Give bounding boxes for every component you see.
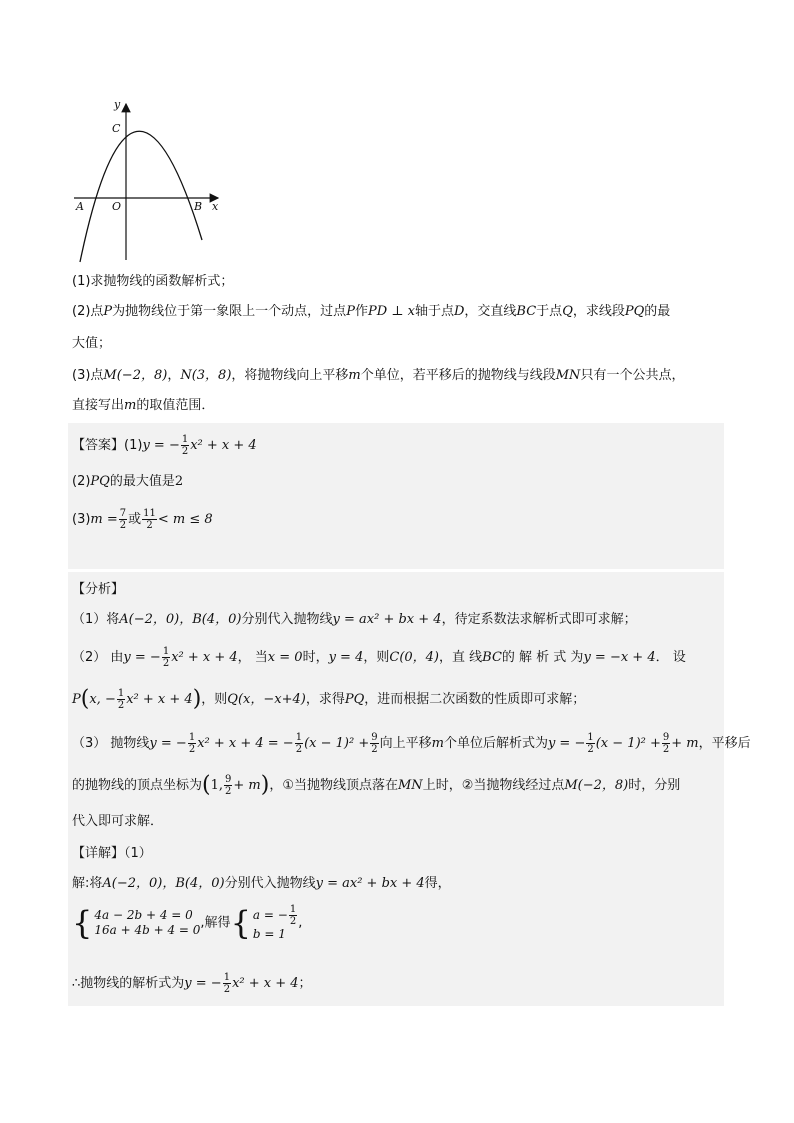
q3-part: 只有一个公共点， — [580, 368, 685, 383]
analysis-part: 分别代入抛物线 — [241, 612, 333, 627]
detail-system — [72, 904, 302, 942]
solution-row: b = 1 — [252, 927, 286, 941]
fraction — [142, 508, 157, 531]
analysis-part: y = 4 — [328, 650, 364, 665]
detail-label-num: （1） — [124, 846, 152, 861]
analysis-part: ，待定系数法求解析式即可求解； — [441, 612, 637, 627]
analysis-part: 向上平移 — [379, 736, 432, 751]
den: 2 — [587, 744, 594, 755]
q2-part: PD ⊥ x — [367, 304, 415, 319]
q3-part: 的取值范围． — [136, 398, 215, 413]
num: 1 — [181, 434, 189, 445]
analysis-part: Q(x，−x+4) — [227, 692, 306, 707]
paren-right: ) — [192, 686, 202, 712]
analysis-part: + m — [233, 778, 261, 793]
q2-part: 于点 — [536, 304, 563, 319]
q3-part: 直接写出 — [72, 398, 125, 413]
num: 9 — [371, 732, 378, 743]
analysis-1 — [72, 610, 637, 630]
analysis-part: y = − — [149, 736, 187, 751]
solution-text: a = − — [252, 908, 288, 922]
analysis-part: + m — [671, 736, 699, 751]
q2-part: (2)点 — [72, 304, 104, 319]
q2-part: D — [453, 304, 465, 319]
q1-text: (1)求抛物线的函数解析式； — [72, 274, 234, 289]
detail-part: A(−2，0)，B(4，0) — [102, 876, 225, 891]
analysis-part: ，求得 — [305, 692, 345, 707]
q3-part: ，将抛物线向上平移 — [231, 368, 349, 383]
analysis-part: y = ax² + bx + 4 — [332, 612, 442, 627]
analysis-part: x² + x + 4 — [171, 650, 238, 665]
q3-part: MN — [555, 368, 581, 383]
den: 2 — [146, 520, 153, 531]
fraction — [188, 732, 196, 755]
answer-part: x² + x + 4 — [190, 438, 257, 453]
label-o: O — [112, 200, 122, 213]
label-c: C — [112, 122, 121, 135]
answer-3 — [72, 508, 213, 531]
q2-part: ，求线段 — [572, 304, 625, 319]
fraction — [223, 972, 231, 995]
answer-part: (2) — [72, 474, 91, 489]
detail-part: x² + x + 4 — [232, 976, 299, 991]
analysis-part: 1, — [210, 778, 224, 793]
num: 1 — [162, 646, 170, 657]
detail-part: ,解得 — [200, 915, 231, 931]
analysis-part: ． 设 — [655, 650, 686, 665]
analysis-part: (x − 1)² + — [304, 736, 370, 751]
analysis-part: （3） 抛物线 — [72, 736, 150, 751]
detail-label — [72, 844, 152, 864]
num: 1 — [223, 972, 231, 983]
q2-part: 作 — [354, 304, 368, 319]
solution-row — [253, 904, 298, 927]
analysis-part: ，①当抛物线顶点落在 — [269, 778, 398, 793]
num: 9 — [225, 774, 232, 785]
q2-part: ，交直线 — [464, 304, 517, 319]
analysis-part: （2） 由 — [72, 650, 124, 665]
analysis-part: 时， — [302, 650, 329, 665]
den: 2 — [662, 744, 670, 755]
detail-part: , — [298, 915, 303, 931]
solution-system — [231, 904, 299, 942]
answer-part: (1) — [124, 438, 143, 453]
q3-part: (3)点 — [72, 368, 104, 383]
analysis-part: P — [72, 692, 81, 707]
detail-part: y = ax² + bx + 4 — [315, 876, 425, 891]
detail-conclusion — [72, 972, 312, 995]
analysis-part: 代入即可求解． — [72, 814, 164, 829]
analysis-part: PQ — [344, 692, 365, 707]
analysis-part: ，则 — [201, 692, 228, 707]
q2-part: BC — [516, 304, 537, 319]
den: 2 — [162, 658, 170, 669]
analysis-part: y = −x + 4 — [583, 650, 656, 665]
answer-part: 2 — [174, 474, 184, 489]
answer-1 — [72, 434, 257, 457]
detail-label-text: 【详解】 — [72, 846, 125, 861]
answer-part: 或 — [128, 512, 142, 527]
analysis-part: 时，分别 — [628, 778, 681, 793]
num: 7 — [119, 508, 127, 519]
analysis-part: (x − 1)² + — [595, 736, 661, 751]
q2-part: P — [103, 304, 113, 319]
den: 2 — [225, 786, 232, 797]
den: 2 — [119, 520, 127, 531]
analysis-part: BC — [482, 650, 502, 665]
detail-part: y = − — [184, 976, 222, 991]
answer-part: m = — [90, 512, 118, 527]
fraction — [117, 688, 125, 711]
den: 2 — [117, 700, 125, 711]
num: 9 — [662, 732, 670, 743]
analysis-part: M(−2，8) — [564, 778, 629, 793]
analysis-part: 的抛物线的顶点坐标为 — [72, 778, 203, 793]
num: 1 — [295, 732, 303, 743]
answer-label: 【答案】 — [72, 438, 125, 453]
label-x: x — [212, 200, 219, 213]
analysis-part: m — [431, 736, 444, 751]
detail-part: 解:将 — [72, 876, 103, 891]
paren-left: ( — [80, 686, 90, 712]
q2-part: P — [346, 304, 355, 319]
den: 2 — [289, 916, 297, 927]
detail-part: 分别代入抛物线 — [224, 876, 316, 891]
den: 2 — [188, 744, 196, 755]
q2-part: 大值； — [72, 336, 112, 351]
answer-part: (3) — [72, 512, 91, 527]
answer-part: 的最大值是 — [109, 474, 175, 489]
analysis-3-line1 — [72, 732, 751, 755]
question-3-line2 — [72, 396, 214, 416]
den: 2 — [295, 744, 303, 755]
num: 1 — [289, 904, 297, 915]
answer-part: PQ — [90, 474, 110, 489]
analysis-2-line1 — [72, 646, 686, 669]
paren-left: ( — [202, 772, 211, 798]
fraction — [295, 732, 303, 755]
label-y: y — [114, 98, 121, 111]
analysis-part: x² + x + 4 — [126, 692, 193, 707]
system-row: 16a + 4b + 4 = 0 — [94, 923, 201, 937]
answer-part: y = − — [142, 438, 180, 453]
analysis-part: 个单位后解析式为 — [443, 736, 548, 751]
q2-part: Q — [562, 304, 573, 319]
analysis-part: ，则 — [363, 650, 390, 665]
q3-part: m — [124, 398, 137, 413]
analysis-2-line2 — [72, 688, 585, 711]
fraction — [119, 508, 127, 531]
analysis-label-text: 【分析】 — [72, 582, 125, 597]
label-b: B — [194, 200, 203, 213]
solution-rows — [253, 904, 298, 942]
brace: { — [72, 904, 93, 942]
analysis-part: MN — [398, 778, 423, 793]
analysis-part: y = − — [547, 736, 586, 751]
q2-part: 的最 — [644, 304, 671, 319]
parabola-figure — [72, 92, 232, 264]
q3-part: M(−2，8) — [103, 368, 168, 383]
num: 11 — [143, 508, 156, 519]
paren-right: ) — [260, 772, 270, 798]
q3-part: 个单位，若平移后的抛物线与线段 — [360, 368, 556, 383]
den: 2 — [371, 744, 378, 755]
system-row: 4a − 2b + 4 = 0 — [94, 908, 193, 922]
parabola-curve — [80, 131, 202, 262]
analysis-part: x = 0 — [267, 650, 303, 665]
analysis-label — [72, 580, 124, 600]
analysis-part: x, − — [89, 692, 116, 707]
fraction — [162, 646, 170, 669]
den: 2 — [181, 446, 189, 457]
analysis-part: 的 解 析 式 为 — [501, 650, 584, 665]
fraction — [586, 732, 594, 755]
detail-part: ； — [298, 976, 312, 991]
analysis-part: 上时，②当抛物线经过点 — [422, 778, 565, 793]
label-a: A — [76, 200, 84, 213]
analysis-3-line2 — [72, 774, 680, 797]
num: 1 — [587, 732, 594, 743]
question-2-line2 — [72, 334, 111, 354]
detail-part: 得， — [424, 876, 451, 891]
q2-part: 轴于点 — [414, 304, 454, 319]
fraction — [370, 732, 378, 755]
analysis-part: C(0，4) — [389, 650, 440, 665]
den: 2 — [223, 984, 231, 995]
analysis-part: ，平移后 — [698, 736, 751, 751]
system-rows — [94, 908, 200, 938]
question-1 — [72, 272, 233, 292]
answer-2 — [72, 472, 183, 492]
analysis-part: ， 当 — [237, 650, 268, 665]
brace: { — [230, 904, 251, 942]
q3-part: m — [348, 368, 361, 383]
num: 1 — [117, 688, 125, 699]
analysis-part: ，进而根据二次函数的性质即可求解； — [364, 692, 586, 707]
detail-line1 — [72, 874, 451, 894]
analysis-part: ，直 线 — [439, 650, 483, 665]
analysis-part: A(−2，0)，B(4，0) — [119, 612, 242, 627]
fraction — [181, 434, 189, 457]
q3-part: N(3，8) — [180, 368, 232, 383]
analysis-part: y = − — [123, 650, 161, 665]
fraction — [662, 732, 670, 755]
num: 1 — [188, 732, 196, 743]
fraction — [224, 774, 232, 797]
question-2-line1 — [72, 302, 670, 322]
equation-system — [72, 904, 201, 942]
q2-part: PQ — [624, 304, 645, 319]
analysis-part: x² + x + 4 = − — [197, 736, 294, 751]
detail-part: ∴抛物线的解析式为 — [72, 976, 185, 991]
analysis-part: （1）将 — [72, 612, 120, 627]
question-3-line1 — [72, 366, 684, 386]
q3-part: ， — [167, 368, 181, 383]
fraction — [289, 904, 297, 927]
analysis-3-line3 — [72, 812, 163, 832]
q2-part: 为抛物线位于第一象限上一个动点，过点 — [112, 304, 347, 319]
answer-part: < m ≤ 8 — [157, 512, 213, 527]
